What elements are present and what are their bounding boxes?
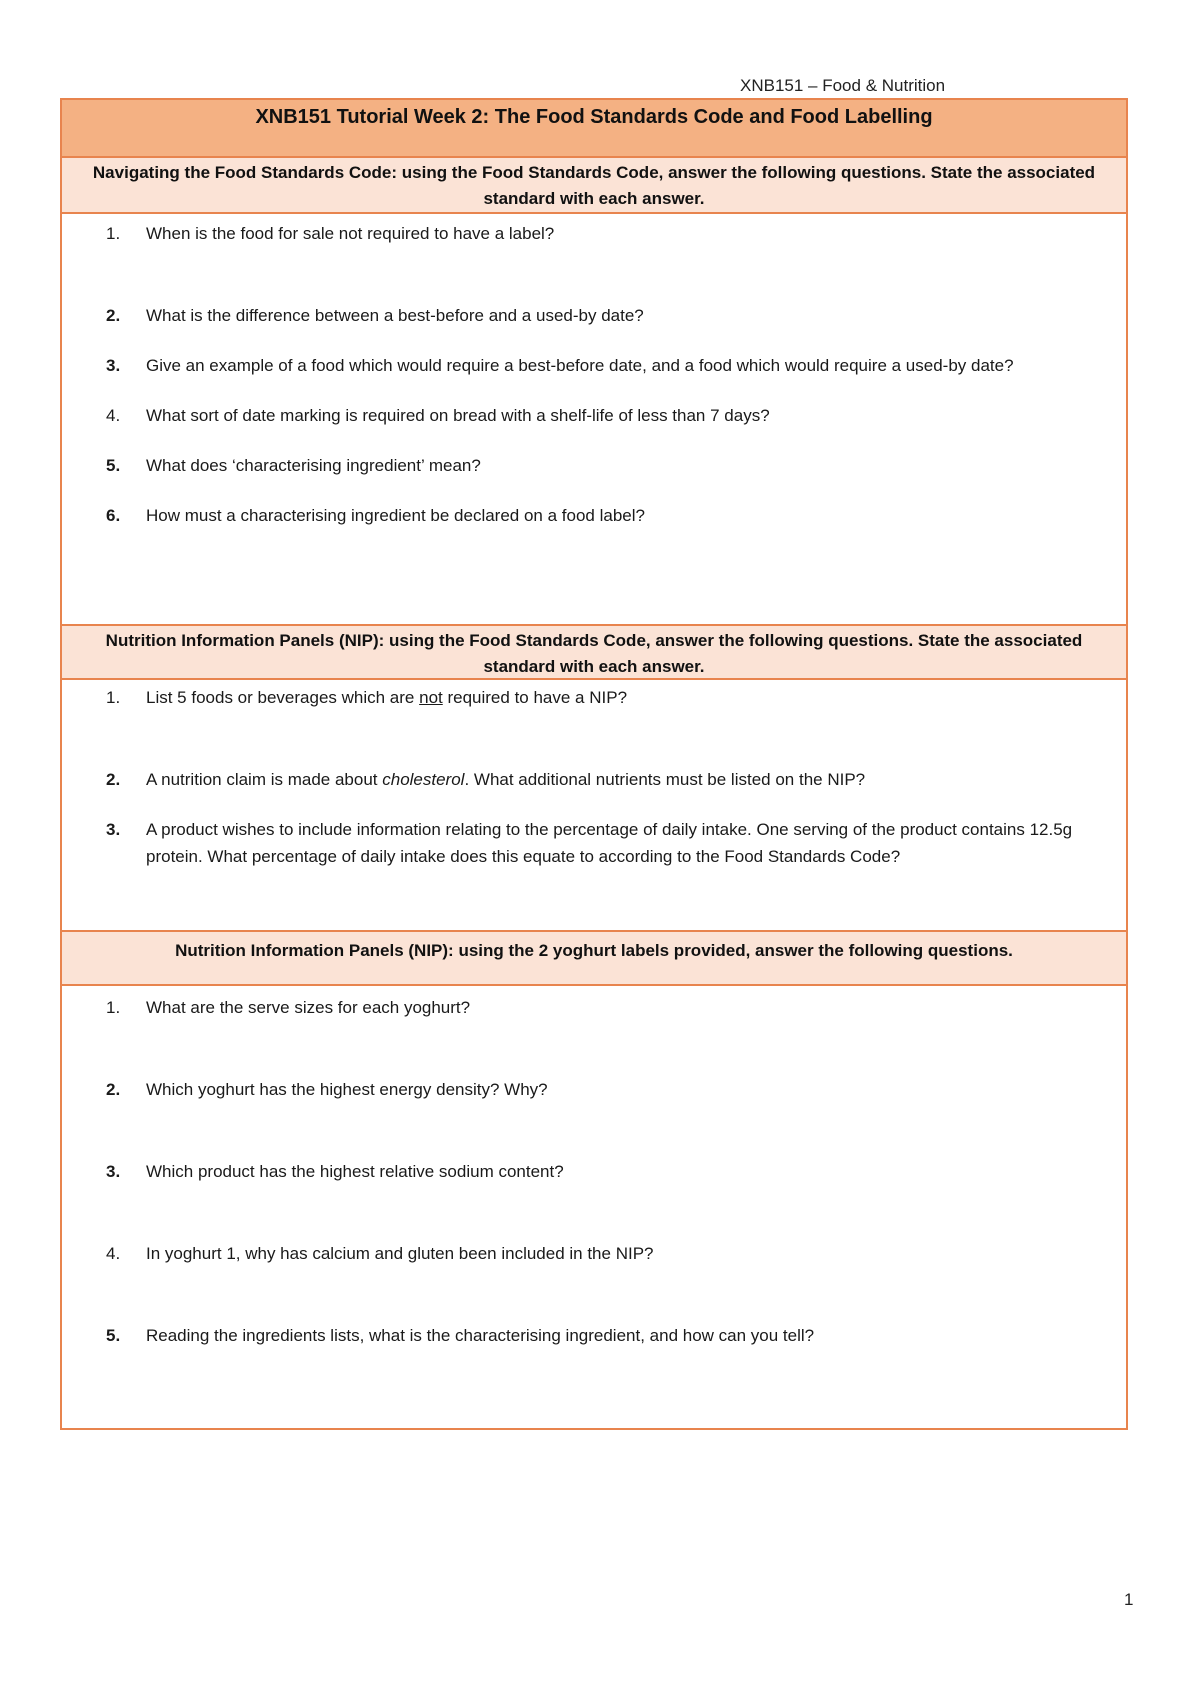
list-item [62, 502, 1126, 529]
list-item [62, 766, 1126, 793]
list-item [62, 1076, 1126, 1103]
question-number: 4. [106, 1244, 121, 1263]
running-header: XNB151 – Food & Nutrition [740, 76, 946, 95]
list-item [62, 402, 1126, 429]
list-item [62, 220, 1126, 247]
section-body-nip-code [62, 680, 1126, 930]
question-text: What are the serve sizes for each yoghurt? [146, 998, 471, 1017]
question-number: 1. [106, 688, 121, 707]
question-number: 3. [106, 1162, 121, 1181]
question-text: In yoghurt 1, why has calcium and gluten been included in the NIP? [146, 1244, 654, 1263]
list-item [62, 352, 1126, 379]
question-number: 2. [106, 770, 121, 789]
question-text: Reading the ingredients lists, what is the characterising ingredient, and how can you tell? [146, 1326, 815, 1345]
question-text: List 5 foods or beverages which are not required to have a NIP? [146, 688, 628, 707]
tutorial-table [60, 98, 1128, 1430]
question-number: 3. [106, 820, 121, 839]
question-text: What is the difference between a best-before and a used-by date? [146, 306, 644, 325]
question-number: 2. [106, 306, 121, 325]
question-text: A nutrition claim is made about cholesterol. What additional nutrients must be listed on the NIP? [146, 770, 866, 789]
list-item [62, 1322, 1126, 1349]
question-number: 6. [106, 506, 121, 525]
question-text: Give an example of a food which would require a best-before date, and a food which would require a used-by date? [146, 356, 1014, 375]
list-item [62, 816, 1126, 870]
list-item [62, 302, 1126, 329]
question-text: A product wishes to include information relating to the percentage of daily intake. One serving of the product contains 12.5g protein. What percentage of daily intake does this equate to according to the Food Standards Code? [146, 820, 1073, 866]
question-number: 1. [106, 998, 121, 1017]
question-number: 5. [106, 1326, 121, 1345]
section-heading-nip-code: Nutrition Information Panels (NIP): using the Food Standards Code, answer the following questions. State the associated standard with each answer. [62, 624, 1126, 680]
question-text: What does ‘characterising ingredient’ mean? [146, 456, 481, 475]
list-item [62, 994, 1126, 1021]
question-text: When is the food for sale not required to have a label? [146, 224, 555, 243]
section-body-yoghurt [62, 986, 1126, 1428]
page-title: XNB151 Tutorial Week 2: The Food Standards Code and Food Labelling [62, 100, 1126, 158]
section-heading-yoghurt: Nutrition Information Panels (NIP): using the 2 yoghurt labels provided, answer the following questions. [62, 930, 1126, 986]
section-body-food-standards [62, 214, 1126, 624]
question-text: Which yoghurt has the highest energy density? Why? [146, 1080, 548, 1099]
page-number: 1 [1124, 1590, 1134, 1609]
list-item [62, 1158, 1126, 1185]
question-text: Which product has the highest relative sodium content? [146, 1162, 564, 1181]
list-item [62, 1240, 1126, 1267]
question-text: How must a characterising ingredient be declared on a food label? [146, 506, 645, 525]
list-item [62, 452, 1126, 479]
emphasis-italic: cholesterol [382, 770, 465, 789]
question-number: 2. [106, 1080, 121, 1099]
question-number: 5. [106, 456, 121, 475]
section-heading-food-standards: Navigating the Food Standards Code: using the Food Standards Code, answer the following questions. State the associated standard with each answer. [62, 158, 1126, 214]
question-number: 3. [106, 356, 121, 375]
question-number: 1. [106, 224, 121, 243]
list-item [62, 684, 1126, 711]
question-text: What sort of date marking is required on bread with a shelf-life of less than 7 days? [146, 406, 770, 425]
question-number: 4. [106, 406, 121, 425]
emphasis-underline: not [419, 688, 443, 707]
